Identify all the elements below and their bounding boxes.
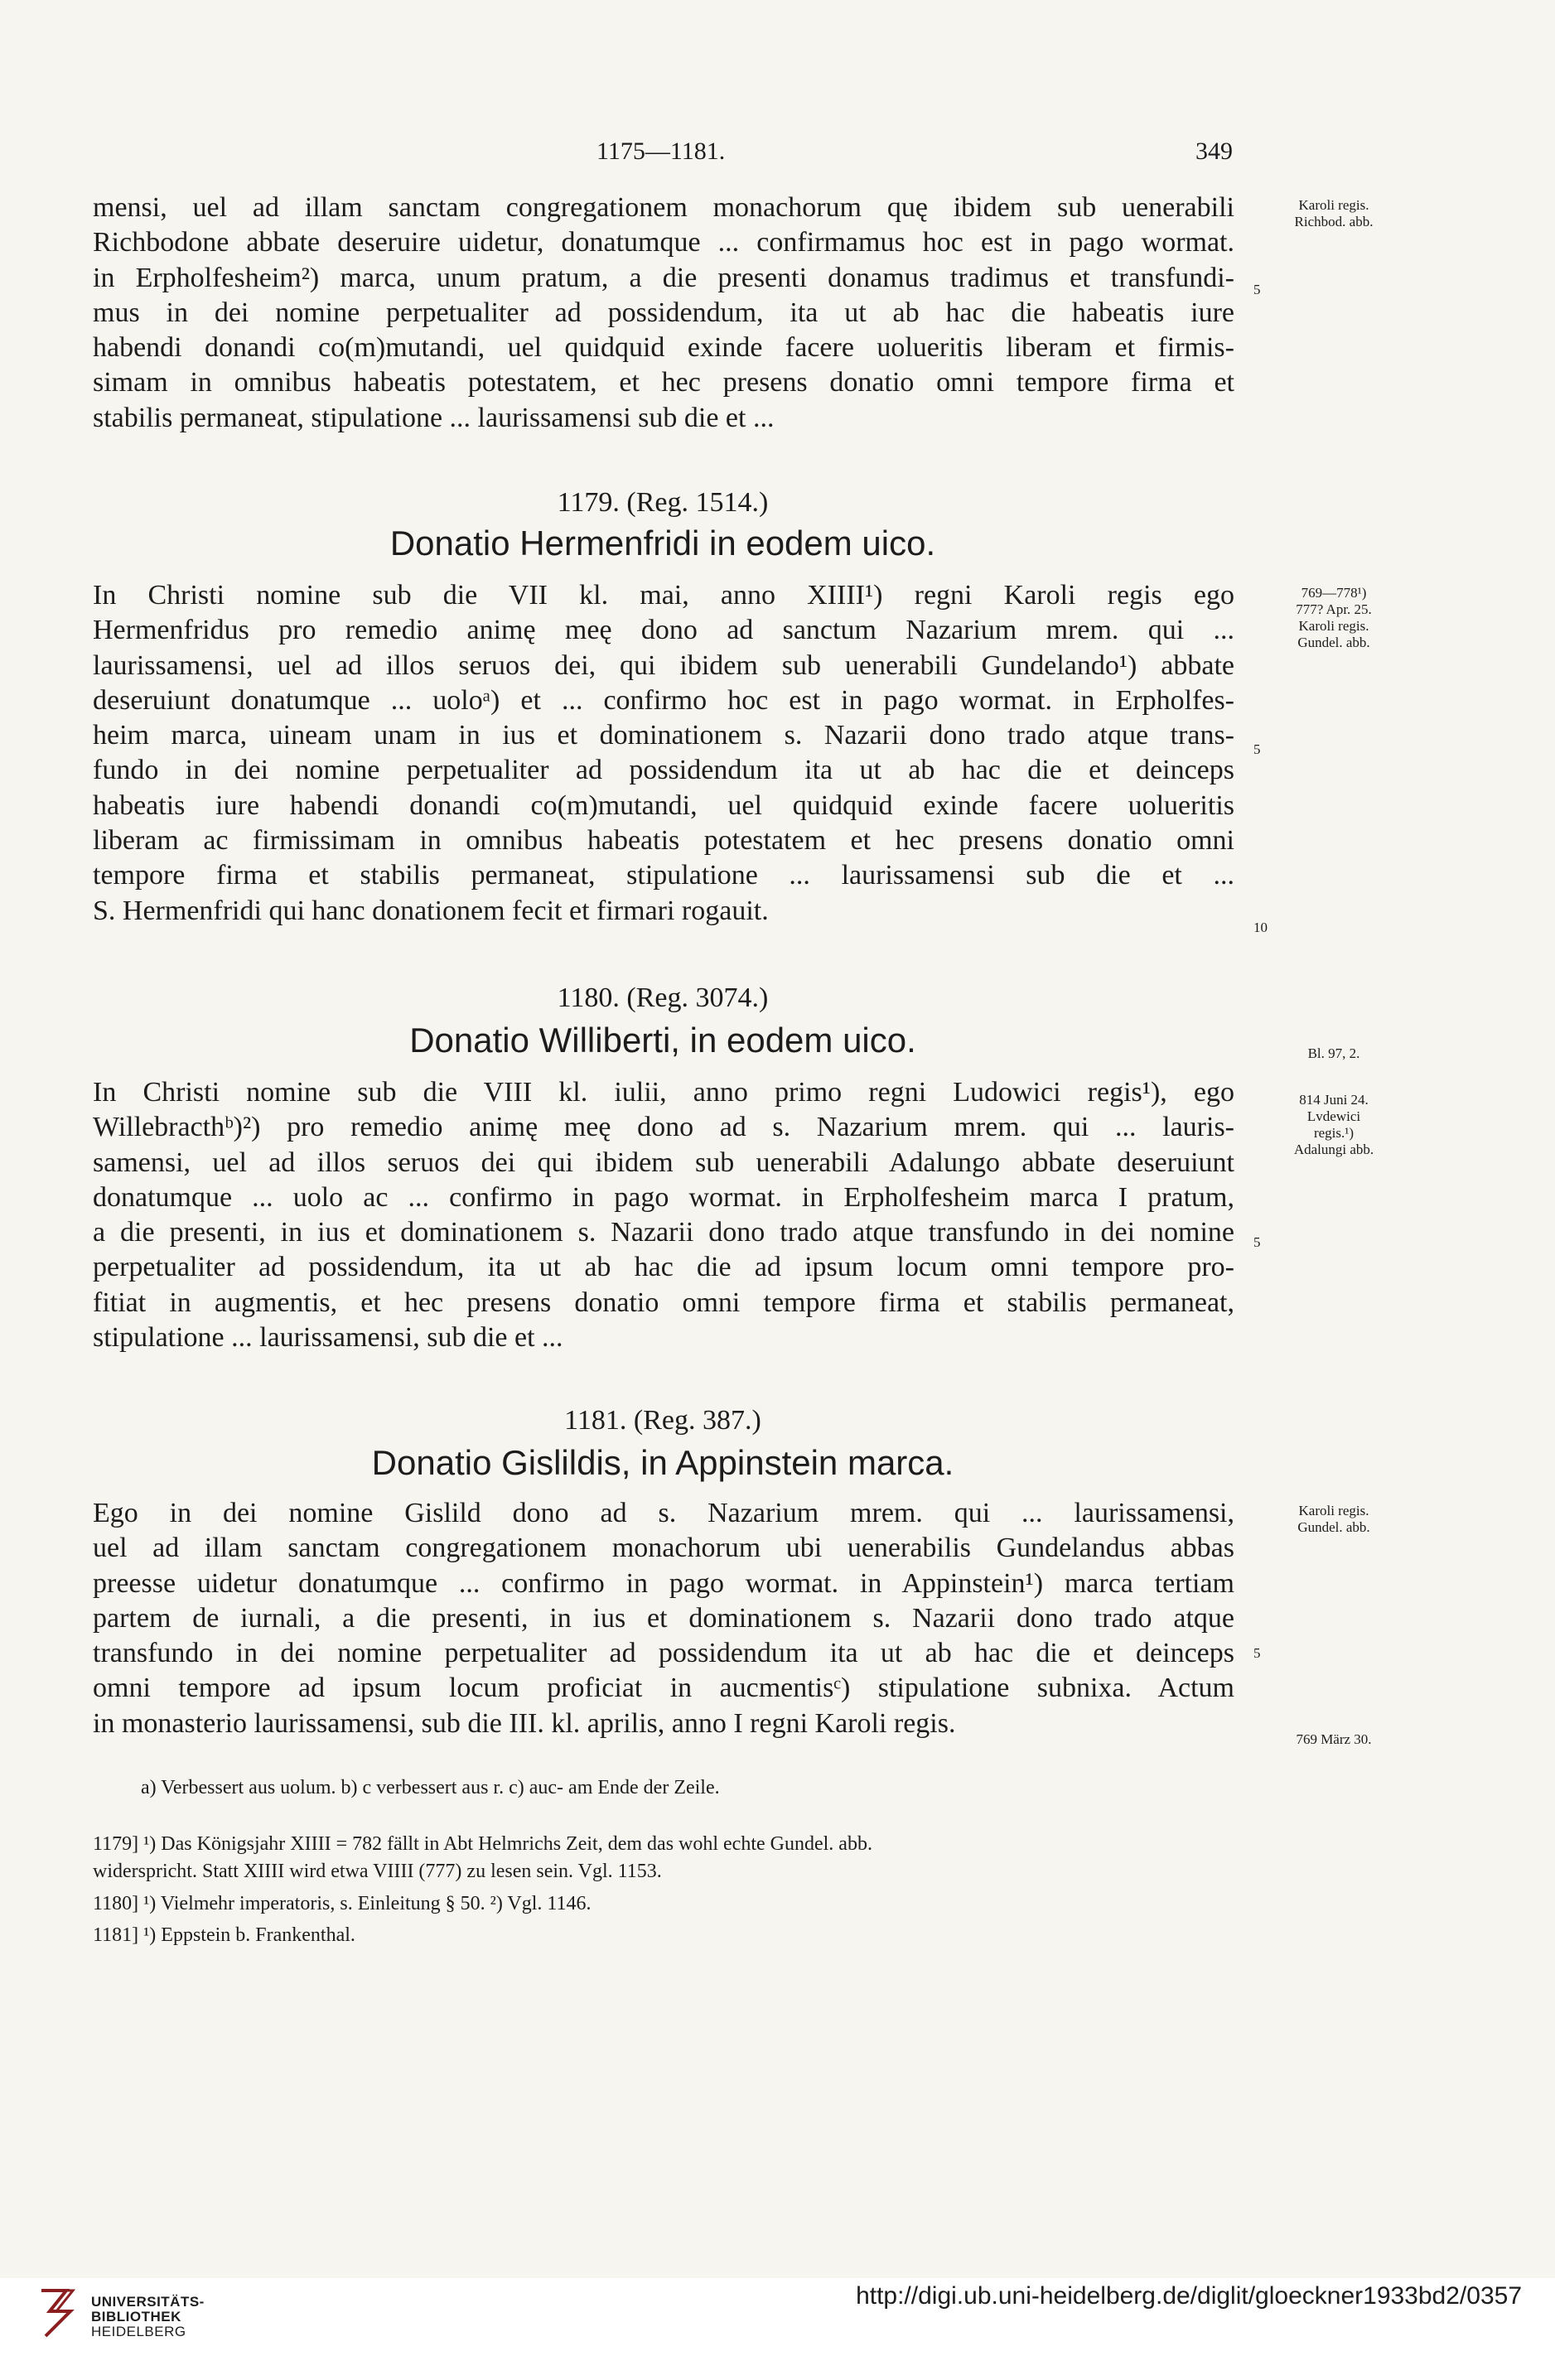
text-line: In Christi nomine sub die VII kl. mai, anno XIIII¹) regni Karoli regis ego <box>93 580 1234 611</box>
text-line: tempore firma et stabilis permaneat, stipulatione ... laurissamensi sub die et ... <box>93 860 1234 891</box>
text-line: omni tempore ad ipsum locum proficiat in aucmentisᶜ) stipulatione subnixa. Actum <box>93 1673 1234 1704</box>
margin-note-line: Gundel. abb. <box>1297 635 1370 650</box>
entry-title: Donatio Gislildis, in Appinstein marca. <box>371 1443 954 1482</box>
margin-note-line: Richbod. abb. <box>1294 214 1374 229</box>
entry-title: Donatio Williberti, in eodem uico. <box>409 1021 916 1060</box>
margin-note <box>1259 1503 1408 1536</box>
library-logo-icon <box>33 2282 83 2340</box>
line-number: 10 <box>1253 920 1268 935</box>
margin-note <box>1259 585 1408 651</box>
margin-note <box>1259 197 1408 230</box>
library-name-line: UNIVERSITÄTS- <box>91 2294 205 2310</box>
text-line: deseruiunt donatumque ... uoloᵃ) et ... confirmo hoc est in pago wormat. in Erpholfes- <box>93 684 1234 716</box>
margin-note-line: Karoli regis. <box>1298 618 1369 634</box>
entry-text <box>93 578 1234 929</box>
text-line: perpetualiter ad possidendum, ita ut ab hac die ad ipsum locum omni tempore pro- <box>93 1252 1234 1283</box>
library-name <box>91 2295 205 2339</box>
text-line: in monasterio laurissamensi, sub die III. kl. aprilis, anno I regni Karoli regis. <box>93 1707 956 1739</box>
text-line: Ego in dei nomine Gislild dono ad s. Nazarium mrem. qui ... laurissamensi, <box>93 1498 1234 1528</box>
entry-text <box>93 1075 1234 1355</box>
text-line: in Erpholfesheim²) marca, unum pratum, a die presenti donamus tradimus et transfundi- <box>93 262 1234 293</box>
library-name-line: HEIDELBERG <box>91 2324 186 2339</box>
source-url-link[interactable]: http://digi.ub.uni-heidelberg.de/diglit/gloeckner1933bd2/0357 <box>856 2282 1522 2310</box>
margin-note-line: 814 Juni 24. <box>1299 1092 1369 1108</box>
text-line: fundo in dei nomine perpetualiter ad possidendum ita ut ab hac die et deinceps <box>93 755 1234 786</box>
text-line: a die presenti, in ius et dominationem s. Nazarii dono trado atque transfundo in dei nomine <box>93 1217 1234 1248</box>
text-line: Hermenfridus pro remedio animę meę dono ad sanctum Nazarium mrem. qui ... <box>93 615 1234 646</box>
entry-number: 1181. (Reg. 387.) <box>564 1405 761 1436</box>
margin-note: 769 März 30. <box>1296 1731 1372 1747</box>
margin-note-line: Karoli regis. <box>1298 197 1369 213</box>
text-line: Willebracthᵇ)²) pro remedio animę meę dono ad s. Nazarium mrem. qui ... lauris- <box>93 1112 1234 1143</box>
margin-note <box>1259 1092 1408 1158</box>
margin-note-line: 777? Apr. 25. <box>1296 601 1372 617</box>
text-line: simam in omnibus habeatis potestatem, et hec presens donatio omni tempore firma et <box>93 367 1234 398</box>
margin-note-line: regis.¹) <box>1313 1125 1355 1141</box>
page-number: 349 <box>1195 138 1233 165</box>
margin-note: Bl. 97, 2. <box>1307 1045 1360 1061</box>
opening-paragraph <box>93 191 1234 436</box>
text-line: heim marca, uineam unam in ius et dominationem s. Nazarii dono trado atque trans- <box>93 720 1234 751</box>
text-line: donatumque ... uolo ac ... confirmo in pago wormat. in Erpholfesheim marca I pratum, <box>93 1181 1234 1213</box>
text-line: habeatis iure habendi donandi co(m)mutandi, uel quidquid exinde facere uolueritis <box>93 789 1234 821</box>
text-line: laurissamensi, uel ad illos seruos dei, qui ibidem sub uenerabili Gundelando¹) abbate <box>93 649 1234 681</box>
margin-note-line: Adalungi abb. <box>1293 1142 1374 1157</box>
footnote: widerspricht. Statt XIIII wird etwa VIIII (777) zu lesen sein. Vgl. 1153. <box>93 1861 662 1882</box>
entry-text <box>93 1496 1234 1741</box>
line-number: 5 <box>1253 1234 1261 1250</box>
text-line: Richbodone abbate deseruire uidetur, donatumque ... confirmamus hoc est in pago wormat. <box>93 227 1234 258</box>
text-line: partem de iurnali, a die presenti, in ius et dominationem s. Nazarii dono trado atque <box>93 1602 1234 1634</box>
text-line: uel ad illam sanctam congregationem monachorum ubi uenerabilis Gundelandus abbas <box>93 1533 1234 1564</box>
text-line: mensi, uel ad illam sanctam congregationem monachorum quę ibidem sub uenerabili <box>93 192 1234 223</box>
margin-note-line: Gundel. abb. <box>1297 1519 1370 1535</box>
text-line: samensi, uel ad illos seruos dei qui ibidem sub uenerabili Adalungo abbate deseruiunt <box>93 1147 1234 1178</box>
entry-number: 1179. (Reg. 1514.) <box>557 487 769 518</box>
running-title: 1175—1181. <box>596 138 726 165</box>
line-number: 5 <box>1253 282 1261 297</box>
text-line: preesse uidetur donatumque ... confirmo in pago wormat. in Appinstein¹) marca tertiam <box>93 1567 1234 1599</box>
margin-note-line: Karoli regis. <box>1298 1503 1369 1518</box>
margin-note-line: 769—778¹) <box>1301 585 1367 601</box>
footnote: 1180] ¹) Vielmehr imperatoris, s. Einleitung § 50. ²) Vgl. 1146. <box>93 1893 592 1914</box>
text-line: mus in dei nomine perpetualiter ad possidendum, ita ut ab hac die habeatis iure <box>93 297 1234 328</box>
library-name-line: BIBLIOTHEK <box>91 2309 181 2324</box>
footnote-letters: a) Verbessert aus uolum. b) c verbessert aus r. c) auc- am Ende der Zeile. <box>141 1777 720 1798</box>
text-line: In Christi nomine sub die VIII kl. iulii, anno primo regni Ludowici regis¹), ego <box>93 1077 1234 1108</box>
text-line: habendi donandi co(m)mutandi, uel quidquid exinde facere uolueritis liberam et firmis- <box>93 332 1234 364</box>
text-line: transfundo in dei nomine perpetualiter ad possidendum ita ut ab hac die et deinceps <box>93 1638 1234 1669</box>
margin-note-line: Lvdewici <box>1306 1108 1361 1124</box>
text-line: stipulatione ... laurissamensi, sub die et ... <box>93 1322 563 1354</box>
text-line: stabilis permaneat, stipulatione ... laurissamensi sub die et ... <box>93 402 775 433</box>
line-number: 5 <box>1253 1645 1261 1661</box>
line-number: 5 <box>1253 741 1261 757</box>
text-line: fitiat in augmentis, et hec presens donatio omni tempore firma et stabilis permaneat, <box>93 1287 1234 1318</box>
text-line: liberam ac firmissimam in omnibus habeatis potestatem et hec presens donatio omni <box>93 825 1234 857</box>
entry-number: 1180. (Reg. 3074.) <box>557 982 769 1013</box>
footnote: 1179] ¹) Das Königsjahr XIIII = 782 fällt in Abt Helmrichs Zeit, dem das wohl echte Gundel. abb. <box>93 1833 872 1855</box>
text-line: S. Hermenfridi qui hanc donationem fecit et firmari rogauit. <box>93 895 769 926</box>
footnote: 1181] ¹) Eppstein b. Frankenthal. <box>93 1924 355 1946</box>
entry-title: Donatio Hermenfridi in eodem uico. <box>389 524 936 562</box>
